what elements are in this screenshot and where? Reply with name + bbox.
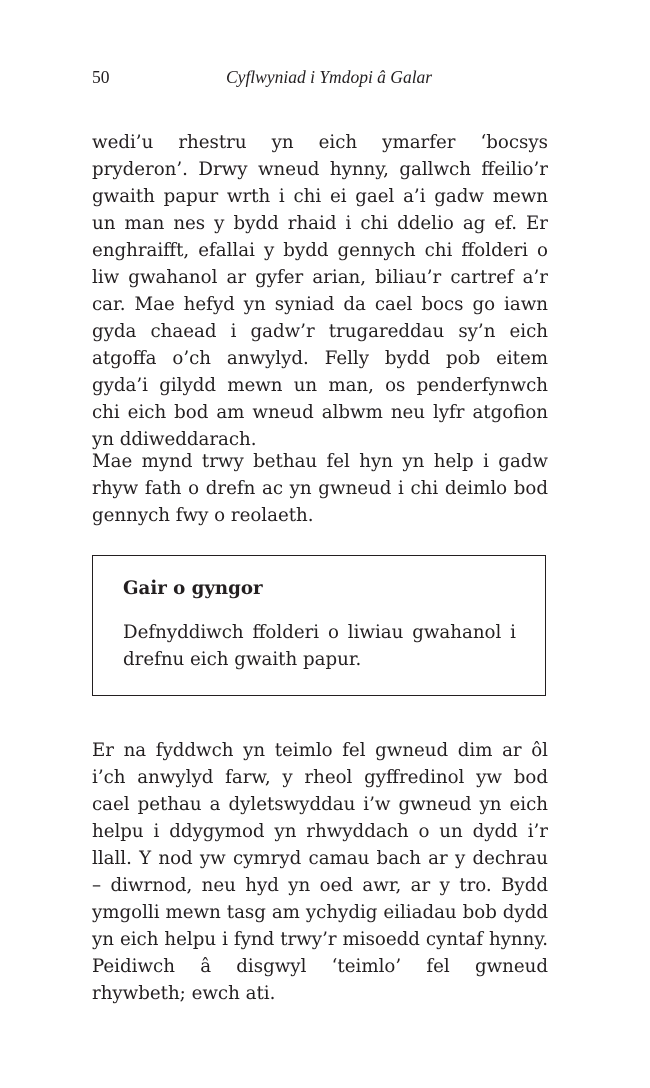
running-title: Cyflwyniad i Ymdopi â Galar	[226, 67, 433, 87]
page-number: 50	[92, 67, 110, 87]
advice-box	[92, 555, 546, 696]
running-head	[92, 67, 548, 91]
body-paragraph-2: Mae mynd trwy bethau fel hyn yn help i gadw rhyw fath o drefn ac yn gwneud i chi deimlo bod gennych fwy o reolaeth.	[92, 451, 548, 526]
advice-box-body: Defnyddiwch ffolderi o liwiau gwahanol i drefnu eich gwaith papur.	[123, 622, 516, 670]
advice-box-title: Gair o gyngor	[123, 578, 263, 599]
body-paragraph-1: wedi’u rhestru yn eich ymarfer ‘bocsys pryderon’. Drwy wneud hynny, gallwch ffeilio’r gwaith papur wrth i chi ei gael a’i gadw mewn un man nes y bydd rhaid i chi ddelio ag ef. Er enghraifft, efallai y bydd gennych chi ffolderi o liw gwahanol ar gyfer arian, biliau’r cartref a’r car. Mae hefyd yn syniad da cael bocs go iawn gyda chaead i gadw’r trugareddau sy’n eich atgoffa o’ch anwylyd. Felly bydd pob eitem gyda’i gilydd mewn un man, os penderfynwch chi eich bod am wneud albwm neu lyfr atgofion yn ddiweddarach.	[92, 132, 548, 450]
body-paragraph-3: Er na fyddwch yn teimlo fel gwneud dim ar ôl i’ch anwylyd farw, y rheol gyffredinol yw bod cael pethau a dyletswyddau i’w gwneud yn eich helpu i ddygymod yn rhwyddach o un dydd i’r llall. Y nod yw cymryd camau bach ar y dechrau – diwrnod, neu hyd yn oed awr, ar y tro. Bydd ymgolli mewn tasg am ychydig eiliadau bob dydd yn eich helpu i fynd trwy’r misoedd cyntaf hynny. Peidiwch â disgwyl ‘teimlo’ fel gwneud rhywbeth; ewch ati.	[92, 740, 548, 1004]
